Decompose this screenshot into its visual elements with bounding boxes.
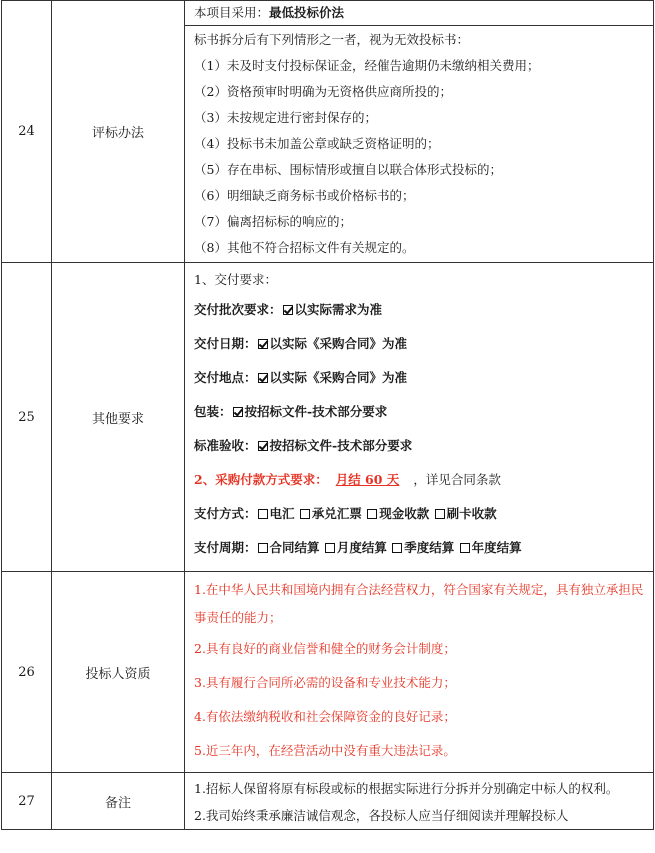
- list-item: （3）未按规定进行密封保存的；: [194, 110, 377, 125]
- checkbox-icon[interactable]: [258, 509, 268, 519]
- list-item: （1）未及时支付投标保证金，经催告逾期仍未缴纳相关费用；: [194, 58, 540, 73]
- payment-terms: 2、采购付款方式要求： 月结 60 天 ，详见合同条款: [194, 472, 501, 487]
- row-number: 25: [2, 263, 52, 572]
- row-title: 其他要求: [52, 263, 185, 572]
- invalid-intro: 标书拆分后有下列情形之一者，视为无效投标书：: [194, 32, 470, 47]
- list-item: （4）投标书未加盖公章或缺乏资格证明的；: [194, 136, 440, 151]
- invalid-bid-list: [185, 25, 653, 262]
- delivery-packaging: 包装： 按招标文件-技术部分要求: [194, 404, 388, 419]
- row-title: 备注: [52, 773, 185, 830]
- row-number: 24: [2, 1, 52, 263]
- payment-cycle: 支付周期： 合同结算 月度结算 季度结算 年度结算: [194, 540, 522, 555]
- list-item: （7）偏离招标标的响应的；: [194, 214, 352, 229]
- table-row-25: [2, 263, 654, 572]
- checkbox-checked-icon[interactable]: [233, 407, 243, 417]
- checkbox-checked-icon[interactable]: [283, 305, 293, 315]
- delivery-batch: 交付批次要求： 以实际需求为准: [194, 302, 383, 317]
- row-content: [185, 773, 654, 830]
- row-number: 27: [2, 773, 52, 830]
- list-item: 1.在中华人民共和国境内拥有合法经营权力，符合国家有关规定，具有独立承担民事责任的能力；: [194, 582, 644, 625]
- row-number: 26: [2, 572, 52, 773]
- table-row-24: [2, 1, 654, 263]
- checkbox-icon[interactable]: [367, 509, 377, 519]
- table-row-27: [2, 773, 654, 830]
- list-item: （8）其他不符合招标文件有关规定的。: [194, 240, 415, 255]
- checkbox-checked-icon[interactable]: [258, 339, 268, 349]
- list-item: 3.具有履行合同所必需的设备和专业技术能力；: [194, 675, 456, 690]
- list-item: （6）明细缺乏商务标书或价格标书的；: [194, 188, 415, 203]
- row-content: [185, 1, 654, 263]
- checkbox-checked-icon[interactable]: [258, 373, 268, 383]
- checkbox-icon[interactable]: [325, 543, 335, 553]
- list-item: 2.具有良好的商业信誉和健全的财务会计制度；: [194, 641, 456, 656]
- delivery-title: 1、交付要求：: [194, 272, 277, 287]
- list-item: 1.招标人保留将原有标段或标的根据实际进行分拆并分别确定中标人的权利。: [194, 781, 619, 796]
- list-item: 5.近三年内，在经营活动中没有重大违法记录。: [194, 743, 456, 758]
- table-row-26: [2, 572, 654, 773]
- requirements-table: [1, 0, 654, 830]
- list-item: （2）资格预审时明确为无资格供应商所投的；: [194, 84, 452, 99]
- row-content: [185, 572, 654, 773]
- checkbox-icon[interactable]: [300, 509, 310, 519]
- checkbox-icon[interactable]: [435, 509, 445, 519]
- payment-method: 支付方式： 电汇 承兑汇票 现金收款 刷卡收款: [194, 506, 497, 521]
- list-item: 4.有依法缴纳税收和社会保障资金的良好记录；: [194, 709, 456, 724]
- checkbox-icon[interactable]: [460, 543, 470, 553]
- checkbox-icon[interactable]: [258, 543, 268, 553]
- delivery-location: 交付地点： 以实际《采购合同》为准: [194, 370, 408, 385]
- checkbox-checked-icon[interactable]: [258, 441, 268, 451]
- list-item: 2.我司始终秉承廉洁诚信观念，各投标人应当仔细阅读并理解投标人: [194, 808, 569, 823]
- delivery-acceptance: 标准验收： 按招标文件-技术部分要求: [194, 438, 413, 453]
- row-title: 投标人资质: [52, 572, 185, 773]
- row-content: [185, 263, 654, 572]
- delivery-date: 交付日期： 以实际《采购合同》为准: [194, 336, 408, 351]
- checkbox-icon[interactable]: [392, 543, 402, 553]
- row-title: 评标办法: [52, 1, 185, 263]
- list-item: （5）存在串标、围标情形或擅自以联合体形式投标的；: [194, 162, 502, 177]
- evaluation-method: 本项目采用：最低投标价法: [194, 5, 345, 20]
